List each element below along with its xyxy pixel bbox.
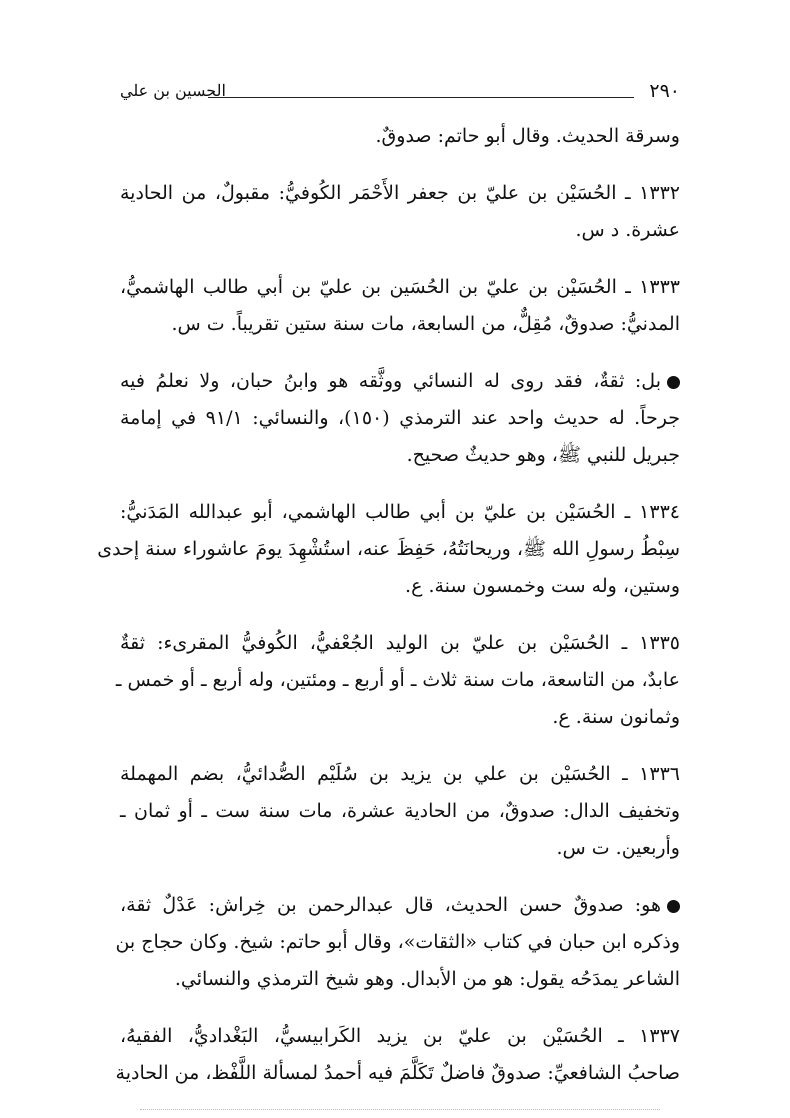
- text-line: [97, 531, 680, 568]
- text-line: [120, 625, 680, 662]
- text-line: [120, 568, 680, 605]
- line-text: وثمانون سنة. ع.: [552, 706, 680, 728]
- line-text: ١٣٣٦ ـ الحُسَيْن بن علي بن يزيد بن سُلَيْم الصُّدائيُّ، بضم المهملة: [120, 763, 680, 785]
- line-text: صاحبُ الشافعيِّ: صدوقٌ فاضلٌ تَكَلَّمَ فيه أحمدُ لمسألة اللَّفْظ، من الحادية: [115, 1062, 680, 1084]
- biography-entry: [97, 494, 680, 605]
- line-text: جرحاً. له حديث واحد عند الترمذي (١٥٠)، والنسائي: ٩١/١ في إمامة: [120, 407, 680, 429]
- header-rule: [208, 97, 634, 98]
- text-line: [120, 363, 680, 400]
- running-title: الحسين بن علي: [120, 81, 226, 100]
- text-line: [120, 793, 680, 830]
- text-line: [120, 437, 680, 474]
- text-line: [115, 662, 680, 699]
- text-line: [120, 306, 680, 343]
- line-text: ١٣٣٣ ـ الحُسَيْن بن عليّ بن الحُسَين بن عليّ بن أبي طالب الهاشميُّ،: [120, 276, 680, 298]
- text-line: [120, 830, 680, 867]
- text-line: [120, 269, 680, 306]
- biography-entry: [120, 118, 680, 155]
- text-line: [120, 400, 680, 437]
- biography-entry: [115, 625, 680, 736]
- text-line: [120, 756, 680, 793]
- text-line: [115, 924, 680, 961]
- biography-entry: [120, 269, 680, 343]
- biography-entry: [120, 175, 680, 249]
- line-text: ١٣٣٧ ـ الحُسَيْن بن عليّ بن يزيد الكَرابيسيُّ، البَغْداديُّ، الفقيهُ،: [120, 1025, 680, 1047]
- bottom-edge-marks: [140, 1099, 660, 1110]
- text-line: [120, 212, 680, 249]
- line-text: عشرة. د س.: [575, 219, 680, 241]
- text-line: [120, 118, 680, 155]
- text-line: [120, 175, 680, 212]
- biography-entry: [120, 756, 680, 867]
- line-text: المدنيُّ: صدوقٌ، مُقِلٌّ، من السابعة، مات سنة ستين تقريباً. ت س.: [171, 313, 680, 335]
- line-text: بل: ثقةٌ، فقد روى له النسائي ووثَّقه هو وابنُ حبان، ولا نعلمُ فيه: [120, 370, 661, 392]
- line-text: ١٣٣٥ ـ الحُسَيْن بن عليّ بن الوليد الجُعْفيُّ، الكُوفيُّ المقرىء: ثقةٌ: [120, 632, 680, 654]
- editor-note: [115, 887, 680, 998]
- page-number: ٢٩٠: [649, 80, 680, 102]
- text-line: [120, 699, 680, 736]
- bullet-icon: [667, 376, 680, 389]
- biography-entry: [115, 1018, 680, 1092]
- line-text: وستين، وله ست وخمسون سنة. ع.: [405, 575, 680, 597]
- line-text: جبريل للنبي ﷺ، وهو حديثٌ صحيح.: [406, 444, 680, 466]
- line-text: وأربعين. ت س.: [556, 837, 680, 859]
- line-text: هو: صدوقٌ حسن الحديث، قال عبدالرحمن بن خِراش: عَدْلٌ ثقة،: [120, 894, 661, 916]
- line-text: الشاعر يمدَحُه يقول: هو من الأبدال. وهو شيخ الترمذي والنسائي.: [174, 968, 680, 990]
- entry-list: [97, 118, 680, 1112]
- line-text: عابدٌ، من التاسعة، مات سنة ثلاث ـ أو أربع ـ ومئتين، وله أربع ـ أو خمس ـ: [115, 669, 680, 691]
- page-header: [120, 80, 680, 108]
- line-text: وسرقة الحديث. وقال أبو حاتم: صدوقٌ.: [375, 125, 680, 147]
- line-text: وذكره ابن حبان في كتاب «الثقات»، وقال أبو حاتم: شيخ. وكان حجاج بن: [115, 931, 680, 953]
- line-text: ١٣٣٢ ـ الحُسَيْن بن عليّ بن جعفر الأَحْمَر الكُوفيُّ: مقبولٌ، من الحادية: [120, 182, 680, 204]
- editor-note: [120, 363, 680, 474]
- text-line: [120, 1018, 680, 1055]
- text-line: [120, 494, 680, 531]
- text-line: [120, 887, 680, 924]
- text-line: [120, 961, 680, 998]
- line-text: سِبْطُ رسولِ الله ﷺ، وريحانَتُهُ، حَفِظَ عنه، استُشْهِدَ يومَ عاشوراء سنة إحدى: [97, 538, 680, 560]
- line-text: وتخفيف الدال: صدوقٌ، من الحادية عشرة، مات سنة ست ـ أو ثمان ـ: [120, 800, 680, 822]
- text-line: [115, 1055, 680, 1092]
- bullet-icon: [667, 900, 680, 913]
- line-text: ١٣٣٤ ـ الحُسَيْن بن عليّ بن أبي طالب الهاشمي، أبو عبدالله المَدَنيُّ:: [120, 501, 680, 523]
